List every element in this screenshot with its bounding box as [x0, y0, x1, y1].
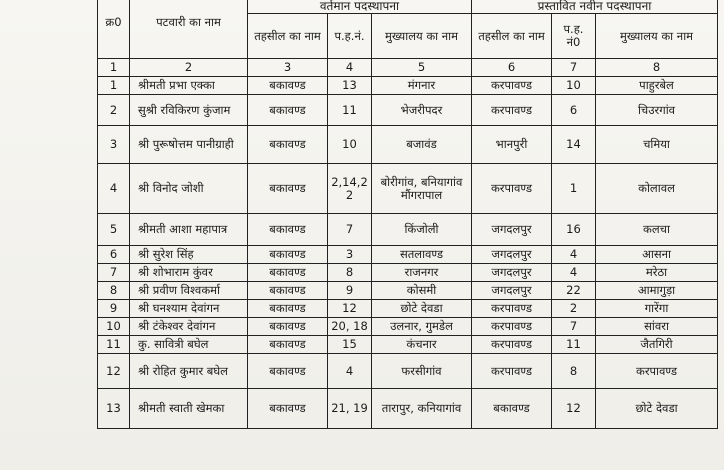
cell-new-tehsil: करपावण्ड	[472, 300, 552, 318]
cell-tehsil: बकावण्ड	[248, 164, 328, 214]
header-current-hq: मुख्यालय का नाम	[372, 14, 472, 59]
cell-new-hq: करपावण्ड	[596, 354, 718, 389]
cell-sno: 6	[98, 246, 130, 264]
cell-tehsil: बकावण्ड	[248, 214, 328, 246]
table-row	[98, 77, 718, 95]
header-current-group: वर्तमान पदस्थापना	[248, 0, 472, 14]
cell-new-hq: सांवरा	[596, 318, 718, 336]
cell-new-tehsil: भानपुरी	[472, 126, 552, 164]
col-number: 4	[328, 59, 372, 77]
cell-new-ph: 4	[552, 264, 596, 282]
cell-new-hq: जैतगिरी	[596, 336, 718, 354]
col-number: 3	[248, 59, 328, 77]
cell-hq: किंजोली	[372, 214, 472, 246]
cell-sno: 13	[98, 389, 130, 429]
cell-new-tehsil: करपावण्ड	[472, 164, 552, 214]
cell-tehsil: बकावण्ड	[248, 336, 328, 354]
cell-name: श्री टंकेश्वर देवांगन	[130, 318, 248, 336]
cell-new-tehsil: जगदलपुर	[472, 214, 552, 246]
cell-new-hq: मरेठा	[596, 264, 718, 282]
cell-sno: 12	[98, 354, 130, 389]
cell-new-ph: 22	[552, 282, 596, 300]
cell-name: श्रीमती आशा महापात्र	[130, 214, 248, 246]
cell-name: श्री सुरेश सिंह	[130, 246, 248, 264]
cell-name: श्री पुरूषोत्तम पानीग्राही	[130, 126, 248, 164]
table-row	[98, 389, 718, 429]
cell-new-tehsil: बकावण्ड	[472, 389, 552, 429]
cell-hq: छोटे देवडा	[372, 300, 472, 318]
cell-hq: कंचनार	[372, 336, 472, 354]
col-number: 6	[472, 59, 552, 77]
cell-new-tehsil: करपावण्ड	[472, 336, 552, 354]
column-number-row	[98, 59, 718, 77]
cell-tehsil: बकावण्ड	[248, 300, 328, 318]
cell-ph: 12	[328, 300, 372, 318]
cell-tehsil: बकावण्ड	[248, 126, 328, 164]
cell-hq: मंगनार	[372, 77, 472, 95]
cell-new-tehsil: करपावण्ड	[472, 318, 552, 336]
cell-new-hq: कोलावल	[596, 164, 718, 214]
cell-hq: बोरीगांव, बनियागांव मौंगरापाल	[372, 164, 472, 214]
cell-name: श्री प्रवीण विश्वकर्मा	[130, 282, 248, 300]
cell-sno: 4	[98, 164, 130, 214]
header-current-ph: प.ह.नं.	[328, 14, 372, 59]
cell-name: श्री घनश्याम देवांगन	[130, 300, 248, 318]
cell-name: श्री रोहित कुमार बघेल	[130, 354, 248, 389]
cell-new-hq: पाहुरबेल	[596, 77, 718, 95]
cell-new-hq: चिउरगांव	[596, 95, 718, 126]
cell-hq: बजावंड	[372, 126, 472, 164]
cell-ph: 9	[328, 282, 372, 300]
cell-hq: उलनार, गुमडेल	[372, 318, 472, 336]
header-proposed-ph: प.ह. नं0	[552, 14, 596, 59]
cell-new-ph: 6	[552, 95, 596, 126]
cell-hq: फरसीगांव	[372, 354, 472, 389]
cell-ph: 4	[328, 354, 372, 389]
table-row	[98, 214, 718, 246]
cell-hq: राजनगर	[372, 264, 472, 282]
col-number: 2	[130, 59, 248, 77]
cell-ph: 21, 19	[328, 389, 372, 429]
cell-tehsil: बकावण्ड	[248, 318, 328, 336]
cell-new-ph: 14	[552, 126, 596, 164]
table-row	[98, 318, 718, 336]
cell-new-hq: छोटे देवडा	[596, 389, 718, 429]
cell-name: श्रीमती स्वाती खेमका	[130, 389, 248, 429]
header-sno: क्र0	[98, 0, 130, 59]
cell-new-hq: चमिया	[596, 126, 718, 164]
header-proposed-hq: मुख्यालय का नाम	[596, 14, 718, 59]
col-number: 8	[596, 59, 718, 77]
cell-sno: 5	[98, 214, 130, 246]
cell-ph: 10	[328, 126, 372, 164]
table-row	[98, 95, 718, 126]
cell-sno: 8	[98, 282, 130, 300]
cell-new-ph: 2	[552, 300, 596, 318]
header-proposed-group: प्रस्तावित नवीन पदस्थापना	[472, 0, 718, 14]
table-row	[98, 354, 718, 389]
cell-ph: 8	[328, 264, 372, 282]
cell-hq: तारापुर, कनियागांव	[372, 389, 472, 429]
table-row	[98, 300, 718, 318]
cell-new-hq: गारेंगा	[596, 300, 718, 318]
cell-hq: सतलावण्ड	[372, 246, 472, 264]
table-row	[98, 164, 718, 214]
cell-new-ph: 11	[552, 336, 596, 354]
table-row	[98, 246, 718, 264]
header-name: पटवारी का नाम	[130, 0, 248, 59]
cell-name: सुश्री रविकिरण कुंजाम	[130, 95, 248, 126]
cell-ph: 15	[328, 336, 372, 354]
cell-ph: 3	[328, 246, 372, 264]
cell-new-hq: कलचा	[596, 214, 718, 246]
cell-new-hq: आमागुड़ा	[596, 282, 718, 300]
cell-new-ph: 8	[552, 354, 596, 389]
cell-name: श्री शोभाराम कुंवर	[130, 264, 248, 282]
cell-tehsil: बकावण्ड	[248, 282, 328, 300]
cell-sno: 9	[98, 300, 130, 318]
cell-new-tehsil: करपावण्ड	[472, 77, 552, 95]
cell-tehsil: बकावण्ड	[248, 389, 328, 429]
cell-new-ph: 10	[552, 77, 596, 95]
cell-ph: 7	[328, 214, 372, 246]
table-row	[98, 126, 718, 164]
cell-sno: 11	[98, 336, 130, 354]
cell-new-tehsil: जगदलपुर	[472, 246, 552, 264]
cell-tehsil: बकावण्ड	[248, 354, 328, 389]
cell-ph: 2,14,2 2	[328, 164, 372, 214]
cell-hq: भेजरीपदर	[372, 95, 472, 126]
cell-ph: 20, 18	[328, 318, 372, 336]
table-row	[98, 336, 718, 354]
cell-ph: 13	[328, 77, 372, 95]
cell-new-ph: 1	[552, 164, 596, 214]
header-proposed-tehsil: तहसील का नाम	[472, 14, 552, 59]
cell-new-ph: 7	[552, 318, 596, 336]
cell-new-tehsil: जगदलपुर	[472, 264, 552, 282]
cell-tehsil: बकावण्ड	[248, 77, 328, 95]
cell-ph: 11	[328, 95, 372, 126]
transfer-table	[97, 0, 718, 429]
col-number: 1	[98, 59, 130, 77]
cell-name: श्रीमती प्रभा एक्का	[130, 77, 248, 95]
cell-sno: 2	[98, 95, 130, 126]
table-row	[98, 282, 718, 300]
header-current-tehsil: तहसील का नाम	[248, 14, 328, 59]
cell-tehsil: बकावण्ड	[248, 95, 328, 126]
cell-tehsil: बकावण्ड	[248, 246, 328, 264]
cell-new-tehsil: करपावण्ड	[472, 95, 552, 126]
cell-sno: 10	[98, 318, 130, 336]
col-number: 5	[372, 59, 472, 77]
cell-tehsil: बकावण्ड	[248, 264, 328, 282]
col-number: 7	[552, 59, 596, 77]
cell-hq: कोसमी	[372, 282, 472, 300]
cell-new-ph: 16	[552, 214, 596, 246]
cell-sno: 1	[98, 77, 130, 95]
cell-new-hq: आसना	[596, 246, 718, 264]
header-group-row	[98, 0, 718, 14]
cell-new-tehsil: जगदलपुर	[472, 282, 552, 300]
table-row	[98, 264, 718, 282]
cell-new-ph: 12	[552, 389, 596, 429]
cell-sno: 3	[98, 126, 130, 164]
cell-new-tehsil: करपावण्ड	[472, 354, 552, 389]
cell-name: कु. सावित्री बघेल	[130, 336, 248, 354]
cell-new-ph: 4	[552, 246, 596, 264]
cell-sno: 7	[98, 264, 130, 282]
cell-name: श्री विनोद जोशी	[130, 164, 248, 214]
